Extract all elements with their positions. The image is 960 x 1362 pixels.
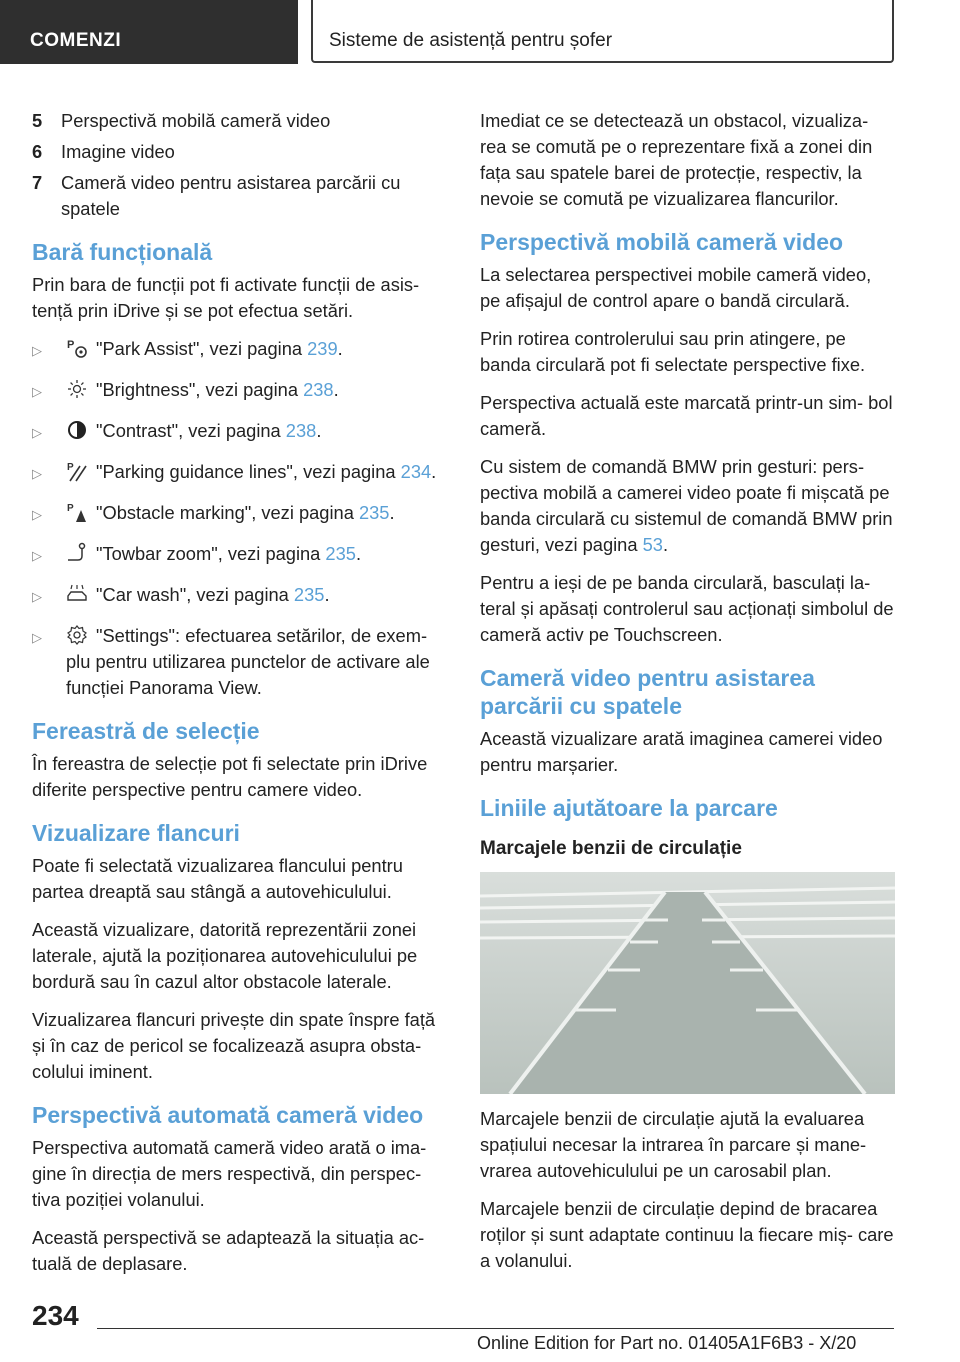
paragraph: Această vizualizare arată imaginea camerei video pentru marșarier. [480, 728, 883, 775]
page-link[interactable]: 235 [325, 543, 356, 564]
paragraph: Perspectiva automată cameră video arată o ima- gine în direcția de mers respectivă, din perspec- tiva poziției volanului. [32, 1137, 427, 1210]
list-item: ▷ "Brightness", vezi pagina 238. [32, 377, 447, 405]
list-item: ▷ P "Obstacle marking", vezi pagina 235. [32, 500, 447, 528]
function-bar-list [32, 336, 447, 701]
page-link[interactable]: 238 [303, 379, 334, 400]
triangle-bullet-icon: ▷ [32, 630, 42, 645]
legend-text: Cameră video pentru asistarea parcării cu spatele [61, 172, 401, 219]
obstacle-marking-icon [66, 501, 88, 523]
legend-number: 7 [32, 172, 43, 193]
paragraph: La selectarea perspectivei mobile cameră video, pe afișajul de control apare o bandă circulară. [480, 264, 872, 311]
paragraph: Această vizualizare, datorită reprezentării zonei laterale, ajută la poziționarea autovehiculului pe bordură sau în cazul altor obstacole laterale. [32, 919, 418, 992]
paragraph: Vizualizarea flancuri privește din spate înspre față și în caz de pericol se focalizează asupra obsta- colului iminent. [32, 1009, 436, 1082]
svg-text:P: P [67, 503, 74, 514]
triangle-bullet-icon: ▷ [32, 507, 42, 522]
legend-item [32, 170, 447, 222]
svg-text:P: P [67, 462, 74, 473]
triangle-bullet-icon: ▷ [32, 343, 42, 358]
paragraph: Pentru a ieși de pe banda circulară, basculați la- teral și apăsați controlerul sau acționați simbolul de cameră activ pe Touchscreen. [480, 572, 894, 645]
heading-mobile-view: Perspectivă mobilă cameră video [480, 229, 844, 255]
triangle-bullet-icon: ▷ [32, 384, 42, 399]
paragraph: Prin bara de funcții pot fi activate funcții de asis- tență prin iDrive și se pot efectua setări. [32, 274, 420, 321]
triangle-bullet-icon: ▷ [32, 466, 42, 481]
guidance-lines-icon [66, 460, 88, 482]
paragraph: Perspectiva actuală este marcată printr-un sim- bol cameră. [480, 392, 893, 439]
subheading-lane-markings: Marcajele benzii de circulație [480, 838, 742, 859]
list-item: ▷ "Contrast", vezi pagina 238. [32, 418, 447, 446]
list-item: ▷ P "Park Assist", vezi pagina 239. [32, 336, 447, 364]
left-column [32, 108, 447, 1289]
header-chapter-title: Sisteme de asistență pentru șofer [329, 30, 613, 51]
header-chapter-tab [311, 0, 894, 63]
list-item: ▷ "Settings": efectuarea setărilor, de exem- plu pentru utilizarea punctelor de activare ale funcției Panorama View. [32, 623, 447, 701]
list-item: ▷ "Towbar zoom", vezi pagina 235. [32, 541, 447, 569]
header-section-tab [0, 0, 298, 64]
page-link[interactable]: 53 [642, 534, 663, 555]
page-link[interactable]: 238 [285, 420, 317, 441]
header-section-title: COMENZI [30, 30, 122, 51]
page-link[interactable]: 235 [293, 584, 325, 605]
park-assist-icon [66, 337, 88, 359]
triangle-bullet-icon: ▷ [32, 589, 42, 604]
heading-automatic-view: Perspectivă automată cameră video [32, 1102, 424, 1128]
paragraph: Această perspectivă se adaptează la situația ac- tuală de deplasare. [32, 1227, 425, 1274]
legend-number: 5 [32, 110, 43, 131]
legend-text: Imagine video [61, 141, 175, 162]
footer-edition: Online Edition for Part no. 01405A1F6B3 - X/20 [477, 1333, 857, 1353]
heading-function-bar: Bară funcțională [32, 239, 213, 265]
heading-flank-view: Vizualizare flancuri [32, 820, 240, 846]
car-wash-icon [66, 583, 88, 605]
legend-item [32, 108, 447, 134]
heading-rear-camera: Cameră video pentru asistarea parcării cu spatele [480, 665, 815, 719]
page-number: 234 [32, 1300, 79, 1331]
paragraph: Poate fi selectată vizualizarea flancului pentru partea dreaptă sau stângă a autovehiculului. [32, 855, 403, 902]
footer-divider [97, 1328, 894, 1329]
paragraph: Imediat ce se detectează un obstacol, vizualiza- rea se comută pe o reprezentare fixă a zonei din fața sau spatele barei de protecție, respectiv, la nevoie se comută pe vizualizarea flancurilor. [480, 110, 873, 209]
list-item: ▷ P "Parking guidance lines", vezi pagina 234. [32, 459, 447, 487]
brightness-icon [66, 378, 88, 400]
legend-text: Perspectivă mobilă cameră video [61, 110, 331, 131]
page-link[interactable]: 235 [358, 502, 390, 523]
legend-item [32, 139, 447, 165]
paragraph: Cu sistem de comandă BMW prin gesturi: pers- pectiva mobilă a camerei video poate fi mișcată pe banda circulară cu sistemul de comandă BMW prin gesturi, vezi pagina 53. [480, 456, 893, 555]
heading-parking-lines: Liniile ajutătoare la parcare [480, 795, 778, 821]
list-item: ▷ "Car wash", vezi pagina 235. [32, 582, 447, 610]
svg-text:P: P [67, 339, 75, 351]
page-link[interactable]: 239 [307, 338, 338, 359]
triangle-bullet-icon: ▷ [32, 425, 42, 440]
legend-number: 6 [32, 141, 43, 162]
settings-icon [66, 624, 88, 646]
right-column [480, 108, 895, 1286]
page-link[interactable]: 234 [400, 461, 432, 482]
paragraph: Prin rotirea controlerului sau prin atingere, pe banda circulară pot fi selectate perspective fixe. [480, 328, 866, 375]
lane-markings-illustration [480, 872, 895, 1094]
paragraph: Marcajele benzii de circulație depind de bracarea roților și sunt adaptate continuu la fiecare miș- care a volanului. [480, 1198, 894, 1271]
paragraph: Marcajele benzii de circulație ajută la evaluarea spațiului necesar la intrarea în parcare și mane- vrarea autovehiculului pe un carosabil plan. [480, 1108, 867, 1181]
contrast-icon [66, 419, 88, 441]
triangle-bullet-icon: ▷ [32, 548, 42, 563]
paragraph: În fereastra de selecție pot fi selectate prin iDrive diferite perspective pentru camere video. [32, 753, 428, 800]
heading-selection-window: Fereastră de selecție [32, 718, 260, 744]
towbar-icon [66, 542, 88, 564]
